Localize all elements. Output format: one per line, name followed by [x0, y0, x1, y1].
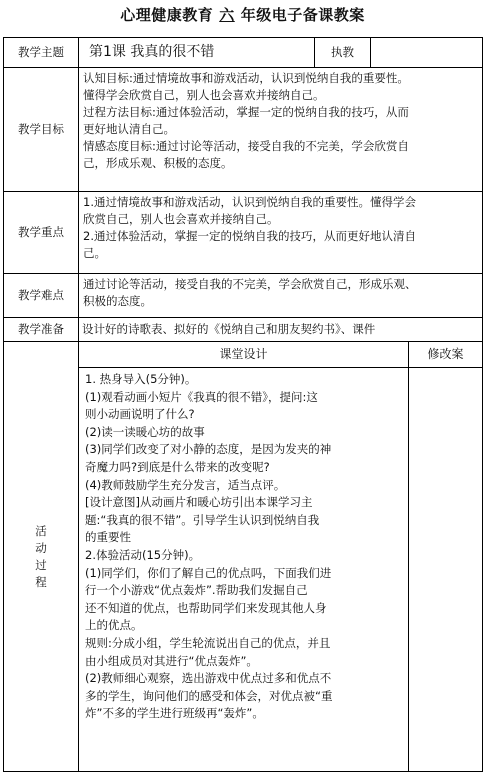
goals-line: 过程方法目标:通过体验活动，掌握一定的悦纳自我的技巧，从而 — [83, 105, 409, 119]
design-line: 行一个小游戏“优点轰炸”.帮助我们发掘自己 — [85, 583, 308, 598]
process-label-char: 活 — [35, 523, 47, 538]
key-points-content — [79, 192, 483, 274]
design-line: [设计意图]从动画片和暖心坊引出本课学习主 — [85, 495, 313, 510]
design-line: 奇魔力吗?到底是什么带来的改变呢? — [85, 459, 270, 474]
lesson-plan-table — [3, 37, 483, 772]
process-label-char: 动 — [35, 540, 47, 555]
title-suffix: 年级电子备课教案 — [240, 6, 365, 24]
difficulties-line: 通过讨论等活动，接受自我的不完美，学会欣赏自己，形成乐观、 — [83, 277, 417, 291]
row-process-header — [4, 342, 483, 368]
title-prefix: 心理健康教育 — [120, 6, 214, 24]
goals-label: 教学目标 — [4, 68, 79, 192]
process-label — [4, 342, 79, 772]
design-line: (4)教师鼓励学生充分发言，适当点评。 — [85, 477, 286, 492]
teacher-value — [371, 38, 483, 68]
row-difficulties — [4, 274, 483, 318]
process-label-char: 程 — [35, 574, 47, 589]
key-points-line: 2.通过体验活动，掌握一定的悦纳自我的技巧，从而更好地认清自 — [83, 229, 416, 243]
design-line: (2)读一读暖心坊的故事 — [85, 424, 205, 439]
design-line: 1. 热身导入(5分钟)。 — [85, 372, 197, 386]
design-line: 题:“我真的很不错”。引导学生认识到悦纳自我 — [85, 512, 320, 527]
preparation-label: 教学准备 — [4, 318, 79, 342]
design-line: 规则:分成小组，学生轮流说出自己的优点，并且 — [85, 635, 331, 650]
goals-line: 更好地认清自己。 — [83, 122, 175, 136]
difficulties-line: 积极的态度。 — [83, 294, 152, 308]
row-key-points — [4, 192, 483, 274]
goals-line: 认知目标:通过情境故事和游戏活动，认识到悦纳自我的重要性。 — [83, 71, 409, 85]
key-points-line: 己。 — [83, 246, 106, 260]
difficulties-label: 教学难点 — [4, 274, 79, 318]
design-line: 则小动画说明了什么? — [85, 407, 195, 422]
design-line: 的重要性 — [85, 530, 131, 545]
design-header: 课堂设计 — [79, 342, 409, 368]
topic-value: 第1课 我真的很不错 — [79, 38, 315, 68]
design-line: 还不知道的优点，也帮助同学们来发现其他人身 — [85, 600, 327, 615]
process-label-char: 过 — [35, 557, 47, 572]
design-line: 2.体验活动(15分钟)。 — [85, 547, 201, 562]
goals-content — [79, 68, 483, 192]
design-content — [79, 368, 409, 772]
key-points-label: 教学重点 — [4, 192, 79, 274]
goals-line: 情感态度目标:通过讨论等活动，接受自我的不完美，学会欣赏自 — [83, 139, 409, 153]
goals-line: 己，形成乐观、积极的态度。 — [83, 156, 233, 170]
key-points-line: 欣赏自己，别人也会喜欢并接纳自己。 — [83, 212, 279, 226]
preparation-value: 设计好的诗歌表、拟好的《悦纳自己和朋友契约书》、课件 — [79, 318, 483, 342]
design-line: (1)观看动画小短片《我真的很不错》，提问:这 — [85, 389, 318, 404]
grade-blank: 六 — [219, 6, 235, 24]
revise-header: 修改案 — [409, 342, 483, 368]
design-line: (3)同学们改变了对小静的态度，是因为发夹的神 — [85, 442, 332, 457]
row-topic — [4, 38, 483, 68]
teacher-label: 执教 — [315, 38, 371, 68]
design-line: (1)同学们，你们了解自己的优点吗，下面我们进 — [85, 565, 332, 580]
design-line: 炸”不多的学生进行班级再“轰炸”。 — [85, 706, 264, 721]
topic-label: 教学主题 — [4, 38, 79, 68]
design-line: (2)教师细心观察，选出游戏中优点过多和优点不 — [85, 671, 332, 686]
design-line: 上的优点。 — [85, 618, 143, 633]
goals-line: 懂得学会欣赏自己，别人也会喜欢并接纳自己。 — [83, 88, 325, 102]
key-points-line: 1.通过情境故事和游戏活动，认识到悦纳自我的重要性。懂得学会 — [83, 195, 416, 209]
design-line: 由小组成员对其进行“优点轰炸”。 — [85, 653, 258, 668]
revise-content — [409, 368, 483, 772]
design-line: 多的学生，询问他们的感受和体会，对优点被“重 — [85, 688, 333, 703]
difficulties-content — [79, 274, 483, 318]
row-preparation — [4, 318, 483, 342]
page-title — [0, 4, 485, 28]
row-goals — [4, 68, 483, 192]
